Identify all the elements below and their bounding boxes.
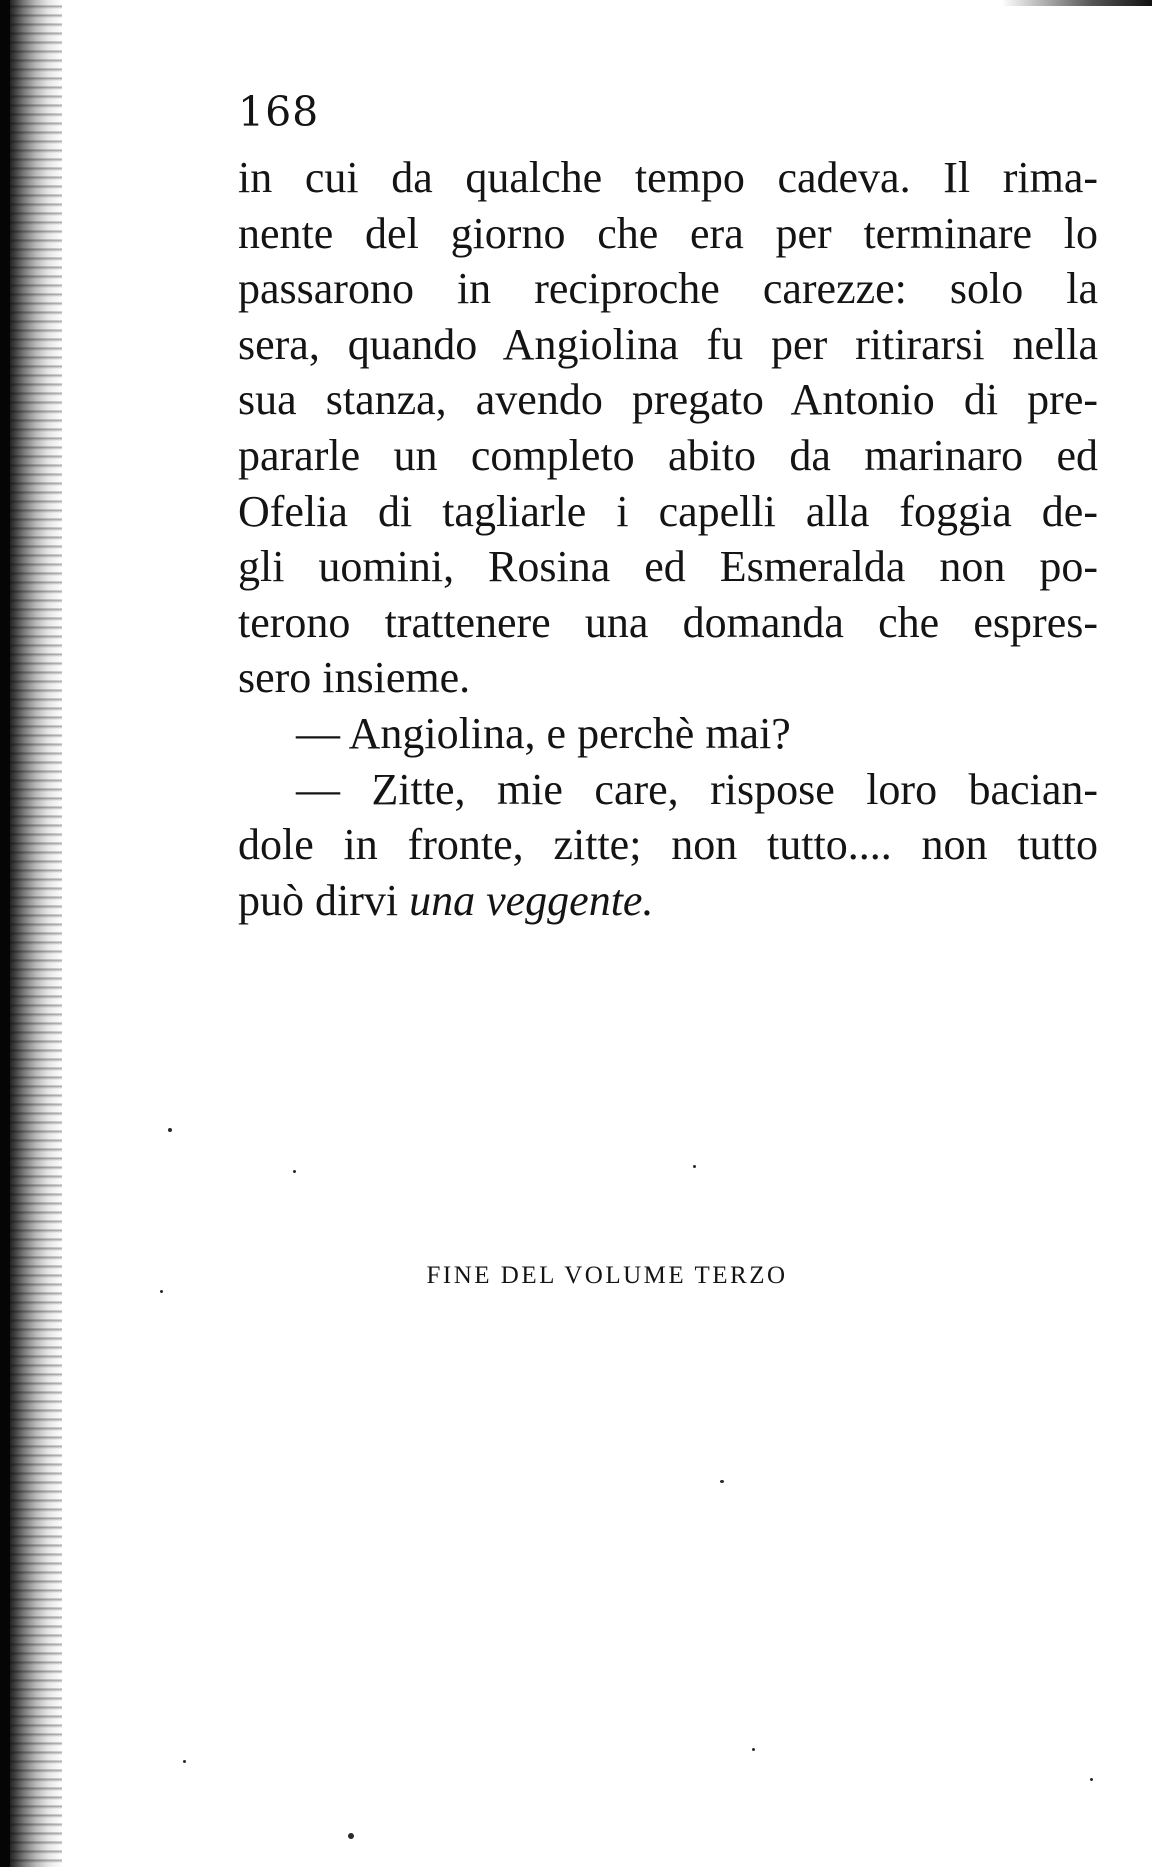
text-line: pararle un completo abito da marinaro ed bbox=[238, 430, 1098, 480]
last-line-italic: una veggente. bbox=[409, 875, 654, 925]
scan-speck bbox=[693, 1165, 696, 1168]
scan-edge-mark bbox=[1002, 0, 1152, 6]
text-line: in cui da qualche tempo cadeva. Il rima- bbox=[238, 153, 1098, 202]
scan-speck bbox=[293, 1170, 296, 1173]
text-line: Ofelia di tagliarle i capelli alla foggia de- bbox=[238, 486, 1098, 536]
body-text bbox=[238, 150, 1098, 928]
text-line: gli uomini, Rosina ed Esmeralda non po- bbox=[238, 542, 1098, 592]
binding-shadow bbox=[0, 0, 10, 1867]
volume-end-note: FINE DEL VOLUME TERZO bbox=[426, 1262, 788, 1289]
scan-speck bbox=[348, 1833, 354, 1839]
scan-speck bbox=[752, 1748, 755, 1751]
text-line: passarono in reciproche carezze: solo la bbox=[238, 264, 1098, 314]
text-line: terono trattenere una domanda che espres- bbox=[238, 597, 1098, 647]
text-line-last bbox=[238, 873, 1098, 929]
text-line: sera, quando Angiolina fu per ritirarsi nella bbox=[238, 319, 1098, 369]
scan-speck bbox=[720, 1480, 724, 1483]
last-line-prefix: può dirvi bbox=[238, 875, 410, 925]
text-line: nente del giorno che era per terminare lo bbox=[238, 208, 1098, 258]
dialogue-line: — Angiolina, e perchè mai? bbox=[296, 708, 791, 758]
scan-speck bbox=[1090, 1778, 1093, 1781]
scan-speck bbox=[160, 1290, 163, 1293]
page-number: 168 bbox=[238, 88, 320, 136]
scan-speck bbox=[168, 1128, 172, 1132]
text-line: sero insieme. bbox=[238, 653, 471, 703]
dialogue-line: — Zitte, mie care, rispose loro bacian- bbox=[296, 764, 1098, 814]
text-line: dole in fronte, zitte; non tutto.... non tutto bbox=[238, 820, 1098, 870]
text-line: sua stanza, avendo pregato Antonio di pre- bbox=[238, 375, 1098, 425]
scan-speck bbox=[183, 1760, 186, 1763]
